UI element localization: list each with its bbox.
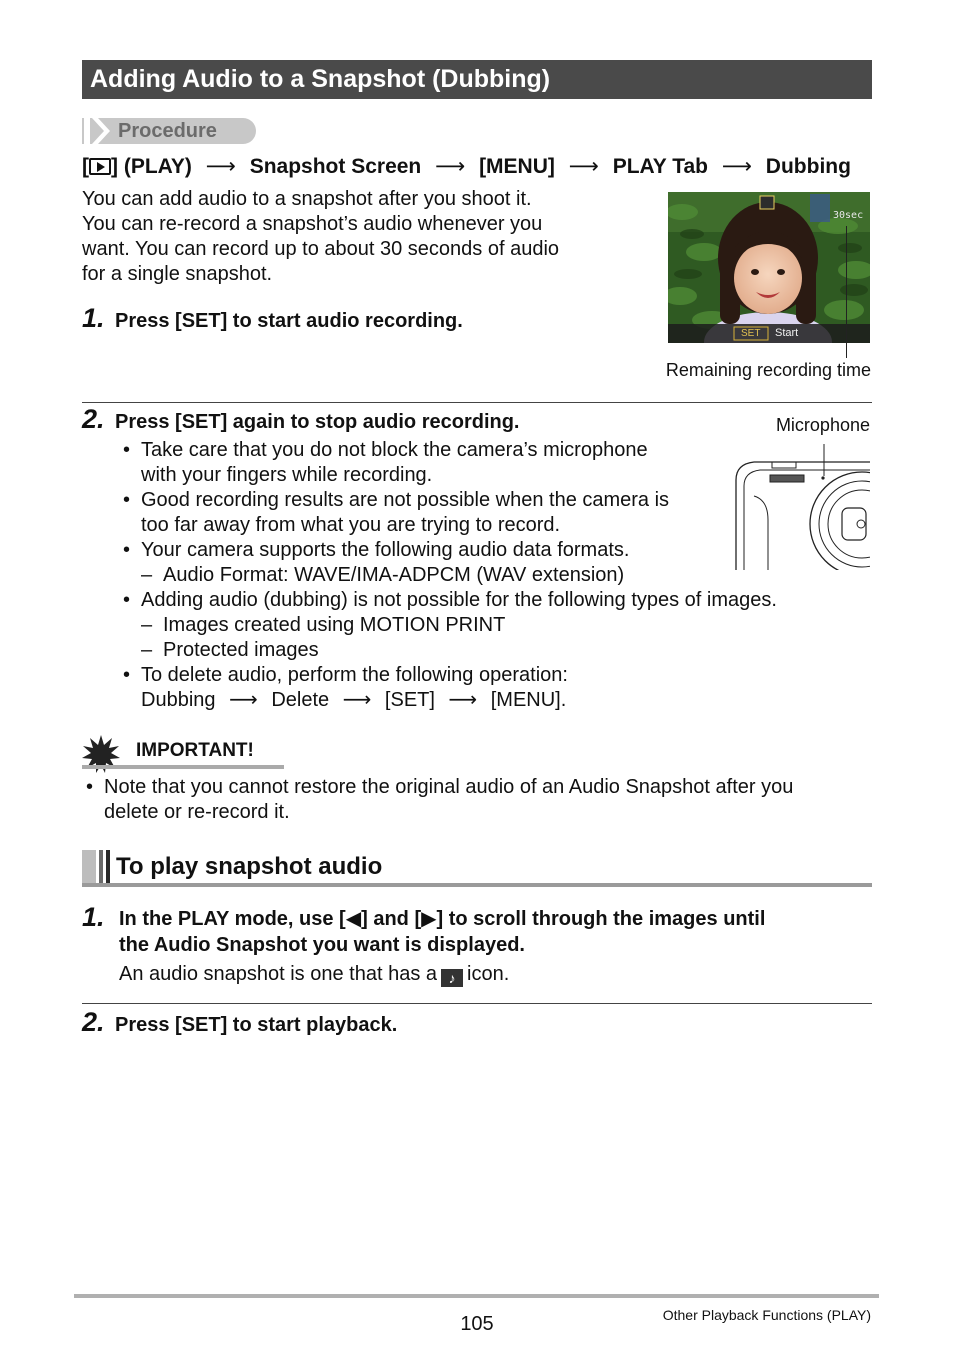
bullet-line: with your fingers while recording.	[141, 464, 433, 486]
sub-item: – Protected images	[141, 638, 819, 663]
op-menu: [MENU].	[490, 689, 567, 711]
arrow-icon: ⟶	[568, 155, 599, 178]
left-arrow-icon: ◀	[345, 908, 362, 930]
nav-dubbing: Dubbing	[765, 155, 851, 178]
remaining-time-caption: Remaining recording time	[665, 360, 871, 380]
step-text: Press [SET] to start audio recording.	[114, 310, 463, 332]
play-icon	[89, 158, 111, 175]
footer-rule	[74, 1294, 879, 1298]
step-fragment: ] and [	[361, 908, 422, 930]
bullet-line: • Adding audio (dubbing) is not possible for the following types of images.	[141, 589, 777, 611]
page-number: 105	[460, 1313, 494, 1335]
nav-play-tab: PLAY Tab	[612, 155, 708, 178]
intro-line: want. You can record up to about 30 seconds of audio	[82, 238, 560, 260]
procedure-chevron-icon	[92, 118, 112, 144]
play-step-2	[82, 1007, 397, 1038]
callout-line	[846, 226, 847, 358]
procedure-badge	[82, 118, 256, 144]
step-1	[82, 303, 463, 334]
important-note	[82, 775, 872, 825]
nav-snapshot-screen: Snapshot Screen	[249, 155, 422, 178]
section-heading	[82, 850, 872, 888]
bullet-line: • To delete audio, perform the following operation:	[141, 664, 568, 686]
step-number: 1.	[82, 303, 105, 333]
bullet-line: • Good recording results are not possible when the camera is	[141, 489, 670, 511]
step-number: 2.	[82, 404, 105, 434]
step-number: 2.	[82, 1007, 105, 1037]
list-item	[82, 775, 872, 825]
step-text: Press [SET] to start playback.	[114, 1014, 398, 1036]
page-title: Adding Audio to a Snapshot (Dubbing)	[82, 60, 872, 99]
set-label: SET	[741, 328, 761, 339]
op-dubbing: Dubbing	[141, 689, 216, 711]
nav-menu: [MENU]	[479, 155, 555, 178]
bullet-line: too far away from what you are trying to record.	[141, 514, 561, 536]
nav-open-bracket: [	[82, 155, 89, 178]
list-item	[119, 488, 819, 538]
bullet-line: • Your camera supports the following audio data formats.	[141, 539, 630, 561]
procedure-stripe	[84, 118, 90, 144]
intro-line: You can add audio to a snapshot after you shoot it.	[82, 188, 532, 210]
bullet-line: • Take care that you do not block the camera’s microphone	[141, 439, 648, 461]
heading-bar	[106, 850, 110, 886]
arrow-icon: ⟶	[448, 689, 478, 711]
note-fragment: icon.	[467, 963, 510, 985]
divider	[82, 402, 872, 403]
sub-item: – Images created using MOTION PRINT	[141, 613, 819, 638]
important-label: IMPORTANT!	[136, 740, 254, 761]
step-line	[119, 906, 765, 932]
notes-list	[119, 438, 819, 713]
list-item	[119, 663, 819, 713]
step-text: Press [SET] again to stop audio recording.	[114, 411, 520, 433]
list-item	[119, 588, 819, 663]
delete-operation	[141, 688, 819, 713]
step-note	[119, 962, 509, 987]
step-number: 1.	[82, 902, 105, 932]
nav-play: ] (PLAY)	[111, 155, 192, 178]
intro-line: You can re-record a snapshot’s audio whenever you	[82, 213, 543, 235]
divider	[82, 1003, 872, 1004]
intro-line: for a single snapshot.	[82, 263, 273, 285]
heading-bar	[82, 850, 96, 886]
arrow-icon: ⟶	[229, 689, 258, 711]
start-label: Start	[775, 327, 799, 339]
intro-paragraph	[82, 187, 642, 287]
arrow-icon: ⟶	[205, 155, 236, 178]
right-arrow-icon: ▶	[421, 908, 437, 930]
list-item	[119, 538, 819, 588]
section-heading-text: To play snapshot audio	[116, 853, 383, 880]
step-fragment: In the PLAY mode, use [	[119, 908, 346, 930]
procedure-label: Procedure	[118, 120, 217, 142]
op-set: [SET]	[384, 689, 435, 711]
step-line: the Audio Snapshot you want is displayed.	[119, 934, 525, 956]
important-underline	[82, 765, 284, 769]
op-delete: Delete	[271, 689, 330, 711]
nav-path	[82, 153, 851, 181]
arrow-icon: ⟶	[721, 155, 752, 178]
sub-item: – Audio Format: WAVE/IMA-ADPCM (WAV extension)	[141, 563, 819, 588]
heading-bar	[99, 850, 103, 886]
microphone-caption: Microphone	[775, 415, 870, 435]
note-fragment: An audio snapshot is one that has a	[119, 963, 438, 985]
arrow-icon: ⟶	[342, 689, 372, 711]
note-line: • Note that you cannot restore the original audio of an Audio Snapshot after you	[104, 776, 794, 798]
remaining-readout: 30sec	[833, 210, 864, 221]
step-fragment: ] to scroll through the images until	[436, 908, 766, 930]
snapshot-photo	[668, 192, 870, 343]
arrow-icon: ⟶	[435, 155, 466, 178]
step-text	[119, 906, 765, 958]
audio-snapshot-icon: ♪	[441, 969, 463, 987]
step-2	[82, 404, 520, 435]
list-item	[119, 438, 819, 488]
note-line: delete or re-record it.	[104, 801, 290, 823]
footer-section: Other Playback Functions (PLAY)	[662, 1307, 871, 1323]
